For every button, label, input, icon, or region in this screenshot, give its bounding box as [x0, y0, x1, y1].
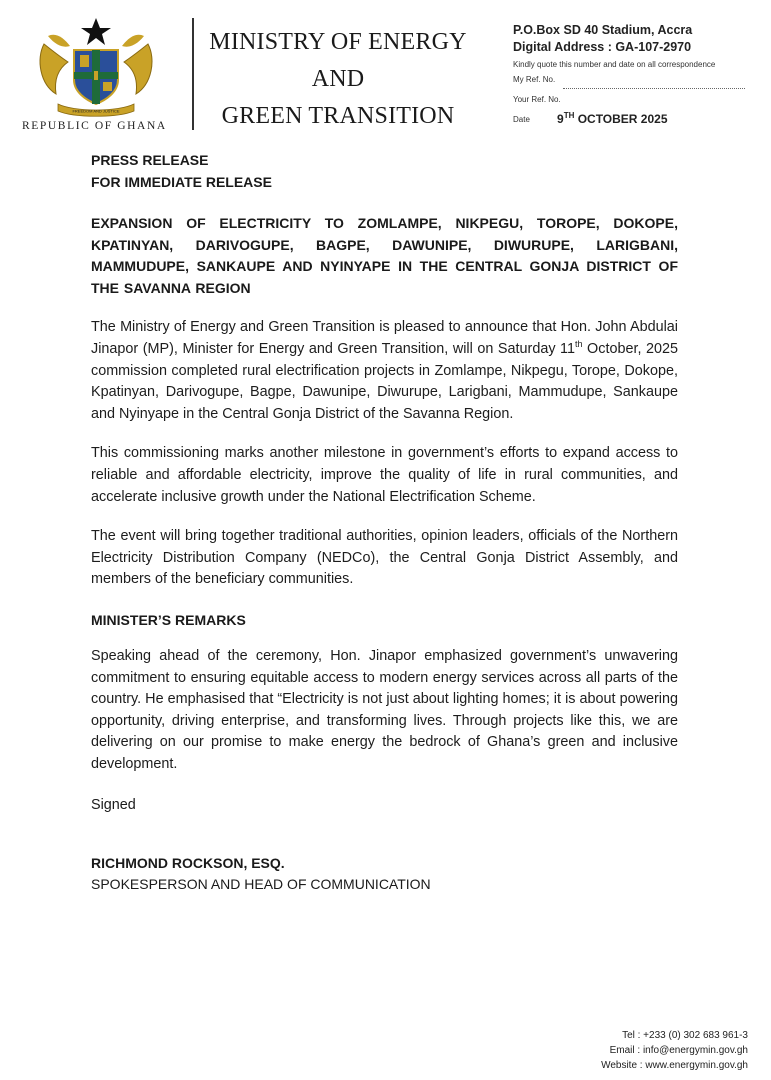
your-ref-label: Your Ref. No. [513, 95, 561, 104]
crest-motto-text: FREEDOM AND JUSTICE [72, 108, 120, 114]
ministry-line-3: GREEN TRANSITION [221, 103, 455, 129]
quote-note: Kindly quote this number and date on all correspondence [513, 60, 716, 69]
paragraph-remarks: Speaking ahead of the ceremony, Hon. Jinapor emphasized government’s unwavering commitment to ensuring equitable access to modern energy services across all parts of the country. He emphasised that “Electricity is not just about lighting homes; it is about powering opportunity, driving enterprise, and transforming lives. Through projects like this, we are delivering on our promise to make energy the bedrock of Ghana’s green and inclusive development. [91, 647, 678, 772]
date-label: Date [513, 115, 530, 124]
ministry-line-2: AND [311, 66, 365, 92]
ministry-name [196, 24, 480, 135]
my-ref-label: My Ref. No. [513, 75, 556, 84]
footer-website: Website : www.energymin.gov.gh [601, 1060, 748, 1071]
ministry-line-1: MINISTRY OF ENERGY [209, 29, 467, 55]
para1-part-b: October, 2025 commission completed rural electrification projects in Zomlampe, Nikpegu, Torope, Dokope, Kpatinyan, Darivogupe, Bagpe, Dawunipe, Diwurupe, Larigbani, Mammudupe, Sankaupe and Nyinyape in the Central Gonja District of the Savanna Region. [91, 340, 679, 422]
date-row [513, 111, 763, 135]
date-value [557, 111, 668, 126]
footer-email: Email : info@energymin.gov.gh [609, 1045, 748, 1056]
press-release-body [91, 150, 678, 895]
ministers-remarks-heading: MINISTER’S REMARKS [91, 611, 246, 628]
letterhead-divider [192, 18, 194, 130]
contact-footer [488, 1028, 748, 1073]
paragraph-milestone: This commissioning marks another milestone in government’s efforts to expand access to reliable and affordable electricity, improve the quality of life in rural communities, and accelerate inclusive growth under the National Electrification Scheme. [91, 445, 678, 505]
republic-of-ghana-label: REPUBLIC OF GHANA [22, 120, 167, 132]
paragraph-announcement [91, 317, 678, 425]
date-suffix: TH [563, 111, 575, 120]
signed-label: Signed [91, 797, 136, 814]
signatory-block [91, 853, 678, 895]
my-ref-line [563, 88, 745, 89]
press-release-label: PRESS RELEASE [91, 152, 209, 168]
immediate-release-label: FOR IMMEDIATE RELEASE [91, 173, 272, 190]
digital-address: Digital Address : GA-107-2970 [513, 40, 692, 54]
para1-superscript: th [575, 339, 583, 350]
my-ref-row [513, 75, 763, 95]
postal-address: P.O.Box SD 40 Stadium, Accra [513, 23, 693, 37]
date-day: 9 [557, 112, 564, 126]
signatory-name: RICHMOND ROCKSON, ESQ. [91, 855, 285, 872]
contact-block [513, 22, 763, 135]
ghana-coat-of-arms-icon [34, 14, 158, 118]
release-title: EXPANSION OF ELECTRICITY TO ZOMLAMPE, NIKPEGU, TOROPE, DOKOPE, KPATINYAN, DARIVOGUPE, BAGPE, DAWUNIPE, DIWURUPE, LARIGBANI, MAMMUDUPE, SANKAUPE AND NYINYAPE IN THE CENTRAL GONJA DISTRICT OF THE SAVANNA REGION [91, 215, 678, 296]
paragraph-event: The event will bring together traditional authorities, opinion leaders, officials of the Northern Electricity Distribution Company (NEDCo), the Central Gonja District Assembly, and members of the beneficiary communities. [91, 528, 678, 588]
footer-telephone: Tel : +233 (0) 302 683 961-3 [622, 1030, 748, 1041]
date-rest: OCTOBER 2025 [574, 112, 668, 126]
signatory-title: SPOKESPERSON AND HEAD OF COMMUNICATION [91, 876, 431, 893]
para1-part-a: The Ministry of Energy and Green Transition is pleased to announce that Hon. John Abdulai Jinapor (MP), Minister for Energy and Green Transition, will on Saturday 11 [91, 319, 678, 357]
